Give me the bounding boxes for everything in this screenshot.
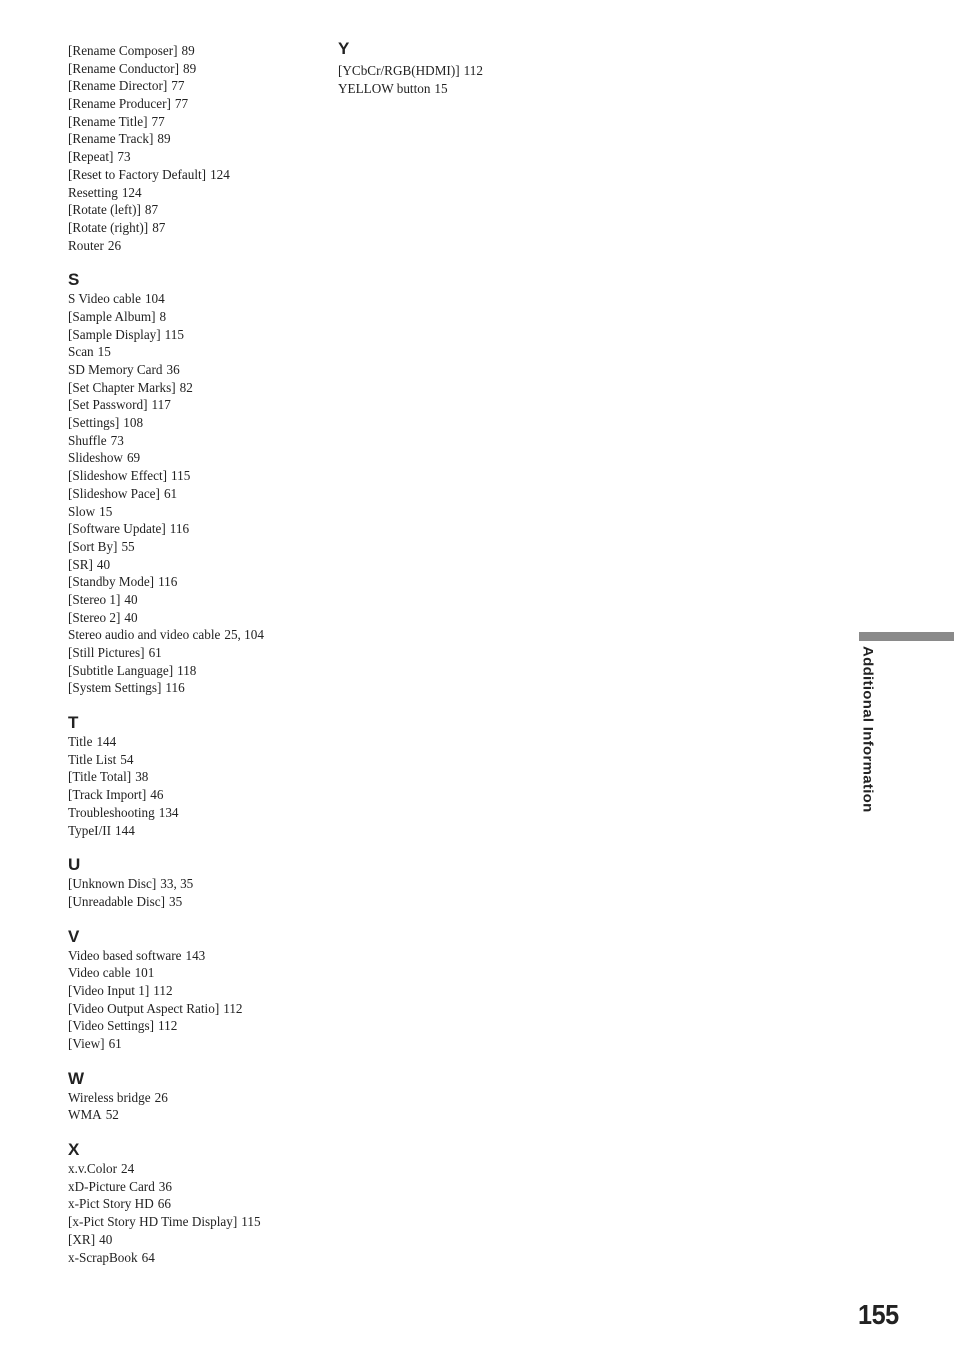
index-group-v — [68, 927, 328, 1053]
index-entry — [68, 964, 328, 982]
entry-term: [Stereo 2] — [68, 609, 121, 625]
index-entry — [68, 538, 328, 556]
entry-term: YELLOW button — [338, 80, 431, 96]
entry-page-ref: 64 — [141, 1249, 155, 1265]
entry-term: TypeI/II — [68, 822, 112, 838]
entry-page-ref: 26 — [107, 237, 122, 253]
index-entry — [68, 379, 328, 397]
entry-term: [Sample Album] — [68, 308, 156, 324]
entry-page-ref: 38 — [135, 769, 149, 785]
index-entry — [68, 804, 328, 822]
entry-term: [XR] — [68, 1231, 96, 1247]
page-number: 155 — [858, 1299, 899, 1330]
entry-page-ref: 40 — [96, 556, 111, 572]
entry-page-ref: 61 — [148, 645, 162, 660]
index-entry — [68, 113, 328, 131]
index-entry — [68, 1195, 328, 1213]
index-entry — [68, 947, 328, 965]
index-entry — [68, 733, 328, 751]
entry-page-ref: 89 — [181, 43, 195, 58]
entry-page-ref: 73 — [110, 432, 124, 448]
entry-page-ref: 40 — [124, 591, 138, 607]
entry-term: [Software Update] — [68, 521, 166, 537]
index-entry — [68, 679, 328, 697]
entry-term: [Rename Composer] — [68, 43, 178, 58]
index-entry — [68, 290, 328, 308]
index-entry — [68, 893, 328, 911]
entry-term: [Unreadable Disc] — [68, 893, 166, 909]
index-entry — [68, 201, 328, 219]
entry-page-ref: 40 — [124, 609, 138, 625]
entry-page-ref: 52 — [105, 1107, 119, 1123]
index-entry — [68, 449, 328, 467]
entry-term: [Rotate (right)] — [68, 219, 149, 235]
entry-page-ref: 24 — [120, 1161, 135, 1177]
entry-page-ref: 46 — [150, 787, 164, 803]
index-entry — [68, 95, 328, 113]
index-entry — [68, 361, 328, 379]
entry-term: Slideshow — [68, 450, 123, 466]
index-entry — [68, 396, 328, 414]
index-entry — [68, 432, 328, 450]
entry-term: xD-Picture Card — [68, 1178, 155, 1194]
index-entry — [68, 1160, 328, 1178]
index-entry — [338, 62, 598, 80]
index-entry — [338, 80, 598, 98]
entry-term: [Rename Title] — [68, 113, 148, 129]
entry-page-ref: 116 — [158, 574, 178, 590]
entry-term: [Rotate (left)] — [68, 202, 141, 218]
entry-page-ref: 77 — [171, 78, 185, 94]
entry-page-ref: 112 — [463, 63, 483, 78]
index-entry — [68, 130, 328, 148]
index-entry — [68, 1249, 328, 1267]
entry-term: Title List — [68, 751, 117, 767]
entry-term: [Standby Mode] — [68, 574, 155, 590]
entry-term: Scan — [68, 344, 94, 360]
entry-page-ref: 89 — [157, 131, 171, 147]
entry-page-ref: 61 — [108, 1036, 122, 1051]
index-group-w — [68, 1069, 328, 1124]
entry-page-ref: 117 — [151, 397, 171, 413]
entry-page-ref: 69 — [126, 450, 141, 466]
entry-page-ref: 77 — [174, 96, 189, 112]
entry-term: [View] — [68, 1036, 105, 1051]
entry-page-ref: 36 — [166, 362, 180, 377]
entry-term: [x-Pict Story HD Time Display] — [68, 1214, 238, 1230]
entry-page-ref: 112 — [158, 1018, 178, 1034]
index-entry — [68, 326, 328, 344]
entry-term: Slow — [68, 503, 96, 519]
entry-term: [YCbCr/RGB(HDMI)] — [338, 63, 460, 78]
entry-term: Video based software — [68, 947, 182, 963]
index-entry — [68, 1213, 328, 1231]
index-entry — [68, 1231, 328, 1249]
index-entry — [68, 609, 328, 627]
section-label: Additional Information — [860, 646, 876, 813]
entry-page-ref: 101 — [134, 965, 155, 981]
entry-term: Stereo audio and video cable — [68, 627, 221, 643]
entry-page-ref: 87 — [152, 219, 166, 235]
entry-page-ref: 104 — [144, 291, 165, 307]
index-entry — [68, 1000, 328, 1018]
entry-page-ref: 33, 35 — [160, 876, 194, 892]
entry-page-ref: 115 — [241, 1214, 261, 1230]
group-letter-heading: T — [68, 713, 79, 733]
entry-page-ref: 124 — [210, 166, 230, 182]
entry-page-ref: 15 — [99, 503, 113, 519]
entry-page-ref: 144 — [115, 822, 135, 838]
index-group-t — [68, 713, 328, 839]
entry-page-ref: 15 — [97, 344, 111, 360]
entry-term: [Video Settings] — [68, 1018, 155, 1034]
entry-page-ref: 36 — [158, 1178, 172, 1194]
index-entry — [68, 60, 328, 78]
entry-page-ref: 116 — [165, 680, 185, 696]
index-entry — [68, 751, 328, 769]
entry-term: [Sort By] — [68, 538, 118, 554]
entry-page-ref: 35 — [169, 893, 183, 909]
entry-page-ref: 55 — [121, 538, 135, 554]
index-entry — [68, 503, 328, 521]
entry-term: Troubleshooting — [68, 804, 155, 820]
index-entry — [68, 343, 328, 361]
index-entry — [68, 166, 328, 184]
index-group-s — [68, 270, 328, 697]
index-entry — [68, 520, 328, 538]
index-entry — [68, 644, 328, 662]
entry-page-ref: 66 — [157, 1196, 171, 1212]
group-letter-heading: S — [68, 270, 80, 290]
entry-term: [Unknown Disc] — [68, 876, 157, 892]
entry-page-ref: 26 — [154, 1089, 168, 1105]
entry-page-ref: 40 — [99, 1231, 113, 1247]
entry-term: [Sample Display] — [68, 326, 161, 342]
entry-term: Wireless bridge — [68, 1089, 151, 1105]
index-entry — [68, 42, 328, 60]
section-tab-bar — [859, 632, 954, 641]
group-letter-heading: V — [68, 926, 80, 946]
entry-page-ref: 87 — [144, 202, 159, 218]
entry-term: [Settings] — [68, 415, 120, 431]
entry-term: [Slideshow Effect] — [68, 468, 168, 484]
index-entry — [68, 591, 328, 609]
index-entry — [68, 77, 328, 95]
index-entry — [68, 626, 328, 644]
entry-term: [Title Total] — [68, 769, 132, 785]
entry-term: [Video Input 1] — [68, 982, 150, 998]
entry-page-ref: 124 — [121, 184, 142, 200]
entry-term: [Video Output Aspect Ratio] — [68, 1000, 220, 1016]
entry-term: [Reset to Factory Default] — [68, 166, 207, 182]
entry-term: [Still Pictures] — [68, 645, 145, 660]
entry-term: [Set Chapter Marks] — [68, 379, 176, 395]
group-letter-heading: X — [68, 1140, 80, 1160]
index-entry — [68, 822, 328, 840]
group-letter-heading: W — [68, 1068, 85, 1088]
entry-page-ref: 8 — [159, 308, 167, 324]
entry-term: x-Pict Story HD — [68, 1196, 154, 1212]
entry-term: [SR] — [68, 556, 93, 572]
index-entry — [68, 786, 328, 804]
index-column-left — [68, 40, 328, 1266]
entry-term: WMA — [68, 1107, 102, 1123]
index-group-r — [68, 40, 328, 254]
index-entry — [68, 1035, 328, 1053]
index-entry — [68, 184, 328, 202]
entry-page-ref: 115 — [171, 468, 191, 484]
index-entry — [68, 1106, 328, 1124]
entry-term: x-ScrapBook — [68, 1249, 138, 1265]
entry-term: [Subtitle Language] — [68, 662, 174, 678]
entry-term: SD Memory Card — [68, 362, 163, 377]
index-entry — [68, 982, 328, 1000]
entry-term: Title — [68, 734, 93, 750]
entry-term: [Stereo 1] — [68, 591, 121, 607]
entry-page-ref: 54 — [120, 751, 134, 767]
entry-page-ref: 61 — [163, 485, 178, 501]
entry-term: [Rename Conductor] — [68, 60, 179, 76]
index-entry — [68, 485, 328, 503]
index-entry — [68, 556, 328, 574]
index-entry — [68, 414, 328, 432]
index-entry — [68, 1178, 328, 1196]
entry-page-ref: 15 — [434, 80, 448, 96]
entry-page-ref: 77 — [151, 113, 165, 129]
entry-page-ref: 89 — [182, 60, 197, 76]
index-entry — [68, 237, 328, 255]
entry-term: [Rename Track] — [68, 131, 154, 147]
index-entry — [68, 219, 328, 237]
index-entry — [68, 467, 328, 485]
entry-term: Video cable — [68, 965, 131, 981]
index-entry — [68, 1089, 328, 1107]
entry-page-ref: 112 — [223, 1000, 243, 1016]
entry-term: Router — [68, 237, 104, 253]
entry-page-ref: 134 — [158, 804, 179, 820]
group-letter-heading: Y — [338, 39, 350, 58]
entry-term: x.v.Color — [68, 1161, 117, 1177]
index-entry — [68, 148, 328, 166]
index-group-y — [338, 40, 598, 97]
index-entry — [68, 573, 328, 591]
entry-page-ref: 25, 104 — [224, 627, 264, 643]
entry-term: [Rename Producer] — [68, 96, 171, 112]
entry-term: [Track Import] — [68, 787, 147, 803]
entry-page-ref: 143 — [185, 947, 206, 963]
entry-term: Resetting — [68, 184, 118, 200]
index-entry — [68, 308, 328, 326]
entry-term: S Video cable — [68, 291, 141, 307]
entry-page-ref: 116 — [169, 521, 190, 537]
entry-term: [Set Password] — [68, 397, 148, 413]
index-entry — [68, 768, 328, 786]
index-entry — [68, 662, 328, 680]
entry-term: [Rename Director] — [68, 78, 168, 94]
index-entry — [68, 1017, 328, 1035]
entry-page-ref: 112 — [153, 982, 173, 998]
entry-page-ref: 118 — [177, 662, 197, 678]
entry-page-ref: 108 — [123, 415, 144, 431]
entry-page-ref: 144 — [96, 734, 117, 750]
entry-term: [System Settings] — [68, 680, 162, 696]
entry-page-ref: 115 — [164, 326, 184, 342]
entry-page-ref: 82 — [179, 379, 193, 395]
index-group-x — [68, 1140, 328, 1266]
entry-page-ref: 73 — [117, 149, 131, 165]
entry-term: Shuffle — [68, 432, 107, 448]
group-letter-heading: U — [68, 855, 81, 875]
index-column-right — [338, 40, 598, 97]
index-entry — [68, 875, 328, 893]
index-group-u — [68, 855, 328, 910]
entry-term: [Repeat] — [68, 149, 114, 165]
entry-term: [Slideshow Pace] — [68, 485, 160, 501]
